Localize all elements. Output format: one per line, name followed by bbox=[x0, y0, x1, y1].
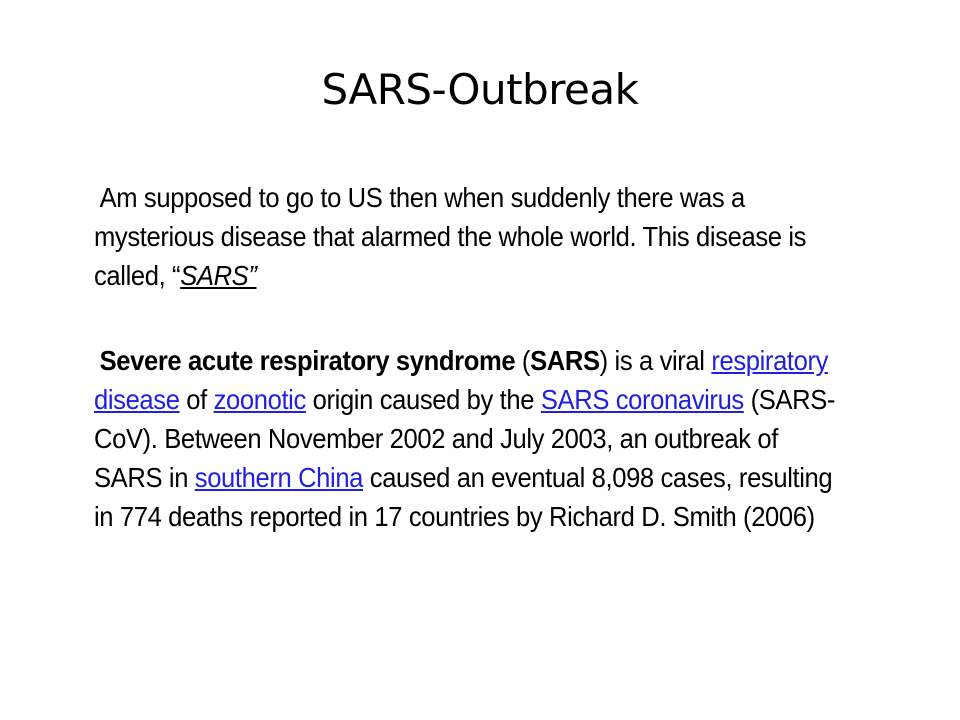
slide-body bbox=[94, 178, 838, 582]
link-zoonotic[interactable]: zoonotic bbox=[213, 384, 306, 415]
paragraph-definition bbox=[94, 341, 838, 536]
definition-text-1: ( bbox=[515, 345, 531, 376]
slide-title: SARS-Outbreak bbox=[321, 65, 639, 114]
definition-text-4: origin caused by the bbox=[305, 384, 541, 415]
definition-text-5: (SARS-CoV). Between November 2002 and July 2003, an outbreak of SARS in bbox=[94, 384, 836, 493]
sars-emphasis: SARS” bbox=[180, 260, 257, 291]
link-sars-coronavirus[interactable]: SARS coronavirus bbox=[540, 384, 744, 415]
bold-term: Severe acute respiratory syndrome bbox=[99, 345, 516, 376]
bold-abbreviation: SARS bbox=[530, 345, 600, 376]
link-southern-china[interactable]: southern China bbox=[194, 462, 364, 493]
definition-text-6: caused an eventual 8,098 cases, resulting in 774 deaths reported in 17 countries by Richard D. Smith (2006) bbox=[94, 462, 833, 532]
paragraph-intro bbox=[94, 178, 838, 295]
intro-text: Am supposed to go to US then when suddenly there was a mysterious disease that alarmed the whole world. This disease is called, “ bbox=[94, 182, 807, 291]
link-respiratory-disease[interactable]: respiratory disease bbox=[94, 345, 829, 415]
definition-text-3: of bbox=[179, 384, 214, 415]
definition-text-2: ) is a viral bbox=[599, 345, 712, 376]
